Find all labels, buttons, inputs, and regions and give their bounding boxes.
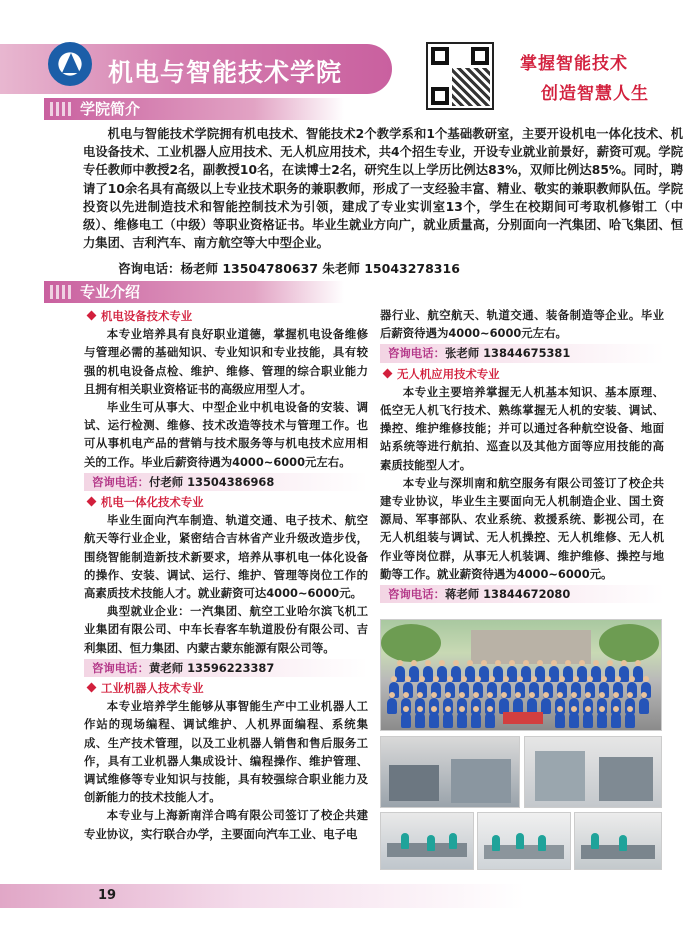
training-photo-1 xyxy=(380,812,474,870)
workshop-photo-2 xyxy=(524,736,662,808)
contact-line xyxy=(84,659,368,677)
student-figure xyxy=(611,712,621,728)
student-figure xyxy=(443,712,453,728)
qr-code xyxy=(426,42,494,110)
major-paragraph: 毕业生面向汽车制造、轨道交通、电子技术、航空航天等行业企业，紧密结合吉林省产业升级改造步伐，围绕智能制造新技术新要求，培养从事机电一体化设备的操作、安装、调试、运行、维护、管理等岗位工作的高素质技术技能人才。就业薪资可达4000~6000元。 xyxy=(84,513,368,601)
student-figure xyxy=(485,712,495,728)
major-title-industrial-robot xyxy=(84,679,368,697)
qr-finder-icon xyxy=(431,47,449,65)
major-name: 无人机应用技术专业 xyxy=(397,366,500,381)
major-title-mechanical-equipment xyxy=(84,307,368,325)
student-figure xyxy=(471,712,481,728)
diamond-icon xyxy=(87,497,97,507)
slogan-line-2: 创造智慧人生 xyxy=(541,84,649,104)
contact-label: 咨询电话： xyxy=(388,346,445,361)
student-figure xyxy=(429,712,439,728)
machine-shape xyxy=(451,759,511,803)
student-figure xyxy=(583,712,593,728)
contact-line xyxy=(380,585,664,603)
stripe-icon xyxy=(50,285,72,299)
majors-heading xyxy=(44,281,344,303)
intro-heading xyxy=(44,98,344,120)
student-figure xyxy=(401,712,411,728)
student-figure xyxy=(415,712,425,728)
diamond-icon xyxy=(87,311,97,321)
diamond-icon xyxy=(383,368,393,378)
major-paragraph: 本专业主要培养掌握无人机基本知识、基本原理、低空无人机飞行技术、熟练掌握无人机的安装、调试、操控、维护维修技能；并可以通过各种航空设备、地面站系统等进行航拍、巡查以及其他方面等应用技能的高素质技能型人才。 xyxy=(380,384,664,472)
student-shape xyxy=(401,833,409,849)
machine-shape xyxy=(599,757,653,801)
right-column xyxy=(380,306,664,605)
left-column xyxy=(84,306,368,843)
training-photo-3 xyxy=(574,812,662,870)
student-shape xyxy=(591,833,599,849)
contact-value: 黄老师 13596223387 xyxy=(148,660,275,675)
student-figure xyxy=(625,712,635,728)
contact-line xyxy=(84,473,368,491)
student-shape xyxy=(516,833,524,849)
student-figure xyxy=(597,712,607,728)
major-paragraph: 本专业培养学生能够从事智能生产中工业机器人工作站的现场编程、调试维护、人机界面编程、系统集成、生产技术管理，以及工业机器人销售和售后服务工作，具有工业机器人集成设计、编程操作、维护管理、调试维修等专业知识与技能，具有较强综合职业能力及创新能力的技术技能人才。 xyxy=(84,699,368,805)
student-shape xyxy=(492,835,500,851)
student-figure xyxy=(457,712,467,728)
group-photo xyxy=(380,619,662,731)
majors-heading-text: 专业介绍 xyxy=(80,283,141,301)
diamond-icon xyxy=(87,683,97,693)
student-figure xyxy=(555,712,565,728)
contact-label: 咨询电话： xyxy=(92,474,149,489)
tree-shape xyxy=(381,624,441,662)
contact-value: 付老师 13504386968 xyxy=(148,474,275,489)
contact-value: 蒋老师 13844672080 xyxy=(444,587,571,602)
student-figure xyxy=(569,712,579,728)
student-figure xyxy=(387,698,397,714)
major-paragraph: 本专业培养具有良好职业道德，掌握机电设备维修与管理必需的基础知识、专业知识和专业技能，具有较强的机电设备点检、维护、维修、管理的综合职业能力且拥有相关职业资格证书的高级应用型人才。 xyxy=(84,327,368,396)
student-shape xyxy=(538,835,546,851)
stripe-icon xyxy=(50,102,72,116)
student-shape xyxy=(619,835,627,851)
contact-label: 咨询电话： xyxy=(92,660,149,675)
major-name: 机电一体化技术专业 xyxy=(101,495,204,510)
major-paragraph: 本专业与深圳南和航空服务有限公司签订了校企共建专业协议，毕业生主要面向无人机制造企业、国土资源局、军事部队、农业系统、救援系统、影视公司，在无人机组装与调试、无人机操控、无人机维修、无人机作业等岗位群，从事无人机装调、维护维修、操控与地勤等工作。就业薪资待遇为4000~6000元。 xyxy=(380,475,664,581)
machine-shape xyxy=(389,765,439,801)
tree-shape xyxy=(599,624,659,662)
qr-finder-icon xyxy=(471,47,489,65)
college-title: 机电与智能技术学院 xyxy=(108,58,343,87)
student-shape xyxy=(449,833,457,849)
major-paragraph: 典型就业企业：一汽集团、航空工业哈尔滨飞机工业集团有限公司、中车长春客车轨道股份有限公司、吉利集团、恒力集团、内蒙古蒙东能源有限公司等。 xyxy=(84,604,368,655)
major-paragraph: 毕业生可从事大、中型企业中机电设备的安装、调试、运行检测、维修、技术改造等技术与管理工作。也可从事机电产品的营销与技术服务等与机电技术应用相关的工作。毕业后薪资待遇为4000~6000元左右。 xyxy=(84,400,368,469)
intro-body xyxy=(83,125,683,252)
college-logo xyxy=(48,42,92,86)
major-name: 机电设备技术专业 xyxy=(101,309,193,323)
banner-shape xyxy=(503,712,543,724)
major-paragraph-part2: 器行业、航空航天、轨道交通、装备制造等企业。毕业后薪资待遇为4000~6000元左右。 xyxy=(380,308,664,341)
contact-label: 咨询电话： xyxy=(388,587,445,602)
page-number: 19 xyxy=(98,888,117,903)
major-name: 工业机器人技术专业 xyxy=(101,681,204,696)
qr-finder-icon xyxy=(431,87,449,105)
major-title-drone xyxy=(380,365,664,383)
major-title-mechatronics xyxy=(84,493,368,511)
contact-value: 张老师 13844675381 xyxy=(444,346,571,361)
contact-line xyxy=(380,344,664,362)
intro-paragraph: 机电与智能技术学院拥有机电技术、智能技术2个教学系和1个基础教研室，主要开设机电一体化技术、机电设备技术、工业机器人应用技术、无人机应用技术，共4个招生专业，开设专业就业前景好，薪资可观。学院专任教师中教授2名，副教授10名，在读博士2名，研究生以上学历比例达83%，双师比例达85%。同时，聘请了10余名具有高级以上专业技术职务的兼职教师，形成了一支经验丰富、精业、敬实的兼职教师队伍。学院投资以先进制造技术和智能控制技术为引领，建成了专业实训室13个，学生在校期间可考取机修钳工（中级）、维修电工（中级）等职业资格证书。毕业生就业方向广，就业质量高，分别面向一汽集团、哈飞集团、恒力集团、吉利汽车、南方航空等大中型企业。 xyxy=(83,127,683,251)
major-paragraph-part1: 本专业与上海新南洋合鸣有限公司签订了校企共建专业协议，实行联合办学，主要面向汽车工业、电子电 xyxy=(84,808,368,841)
intro-heading-text: 学院简介 xyxy=(80,100,141,118)
workshop-photo-1 xyxy=(380,736,520,808)
qr-pattern xyxy=(452,68,490,106)
slogan-line-1: 掌握智能技术 xyxy=(520,54,628,74)
intro-contact: 咨询电话：杨老师 13504780637 朱老师 15043278316 xyxy=(118,261,460,276)
student-figure xyxy=(639,698,649,714)
machine-shape xyxy=(535,751,585,801)
student-shape xyxy=(427,835,435,851)
building-shape xyxy=(471,630,591,664)
training-photo-2 xyxy=(477,812,571,870)
